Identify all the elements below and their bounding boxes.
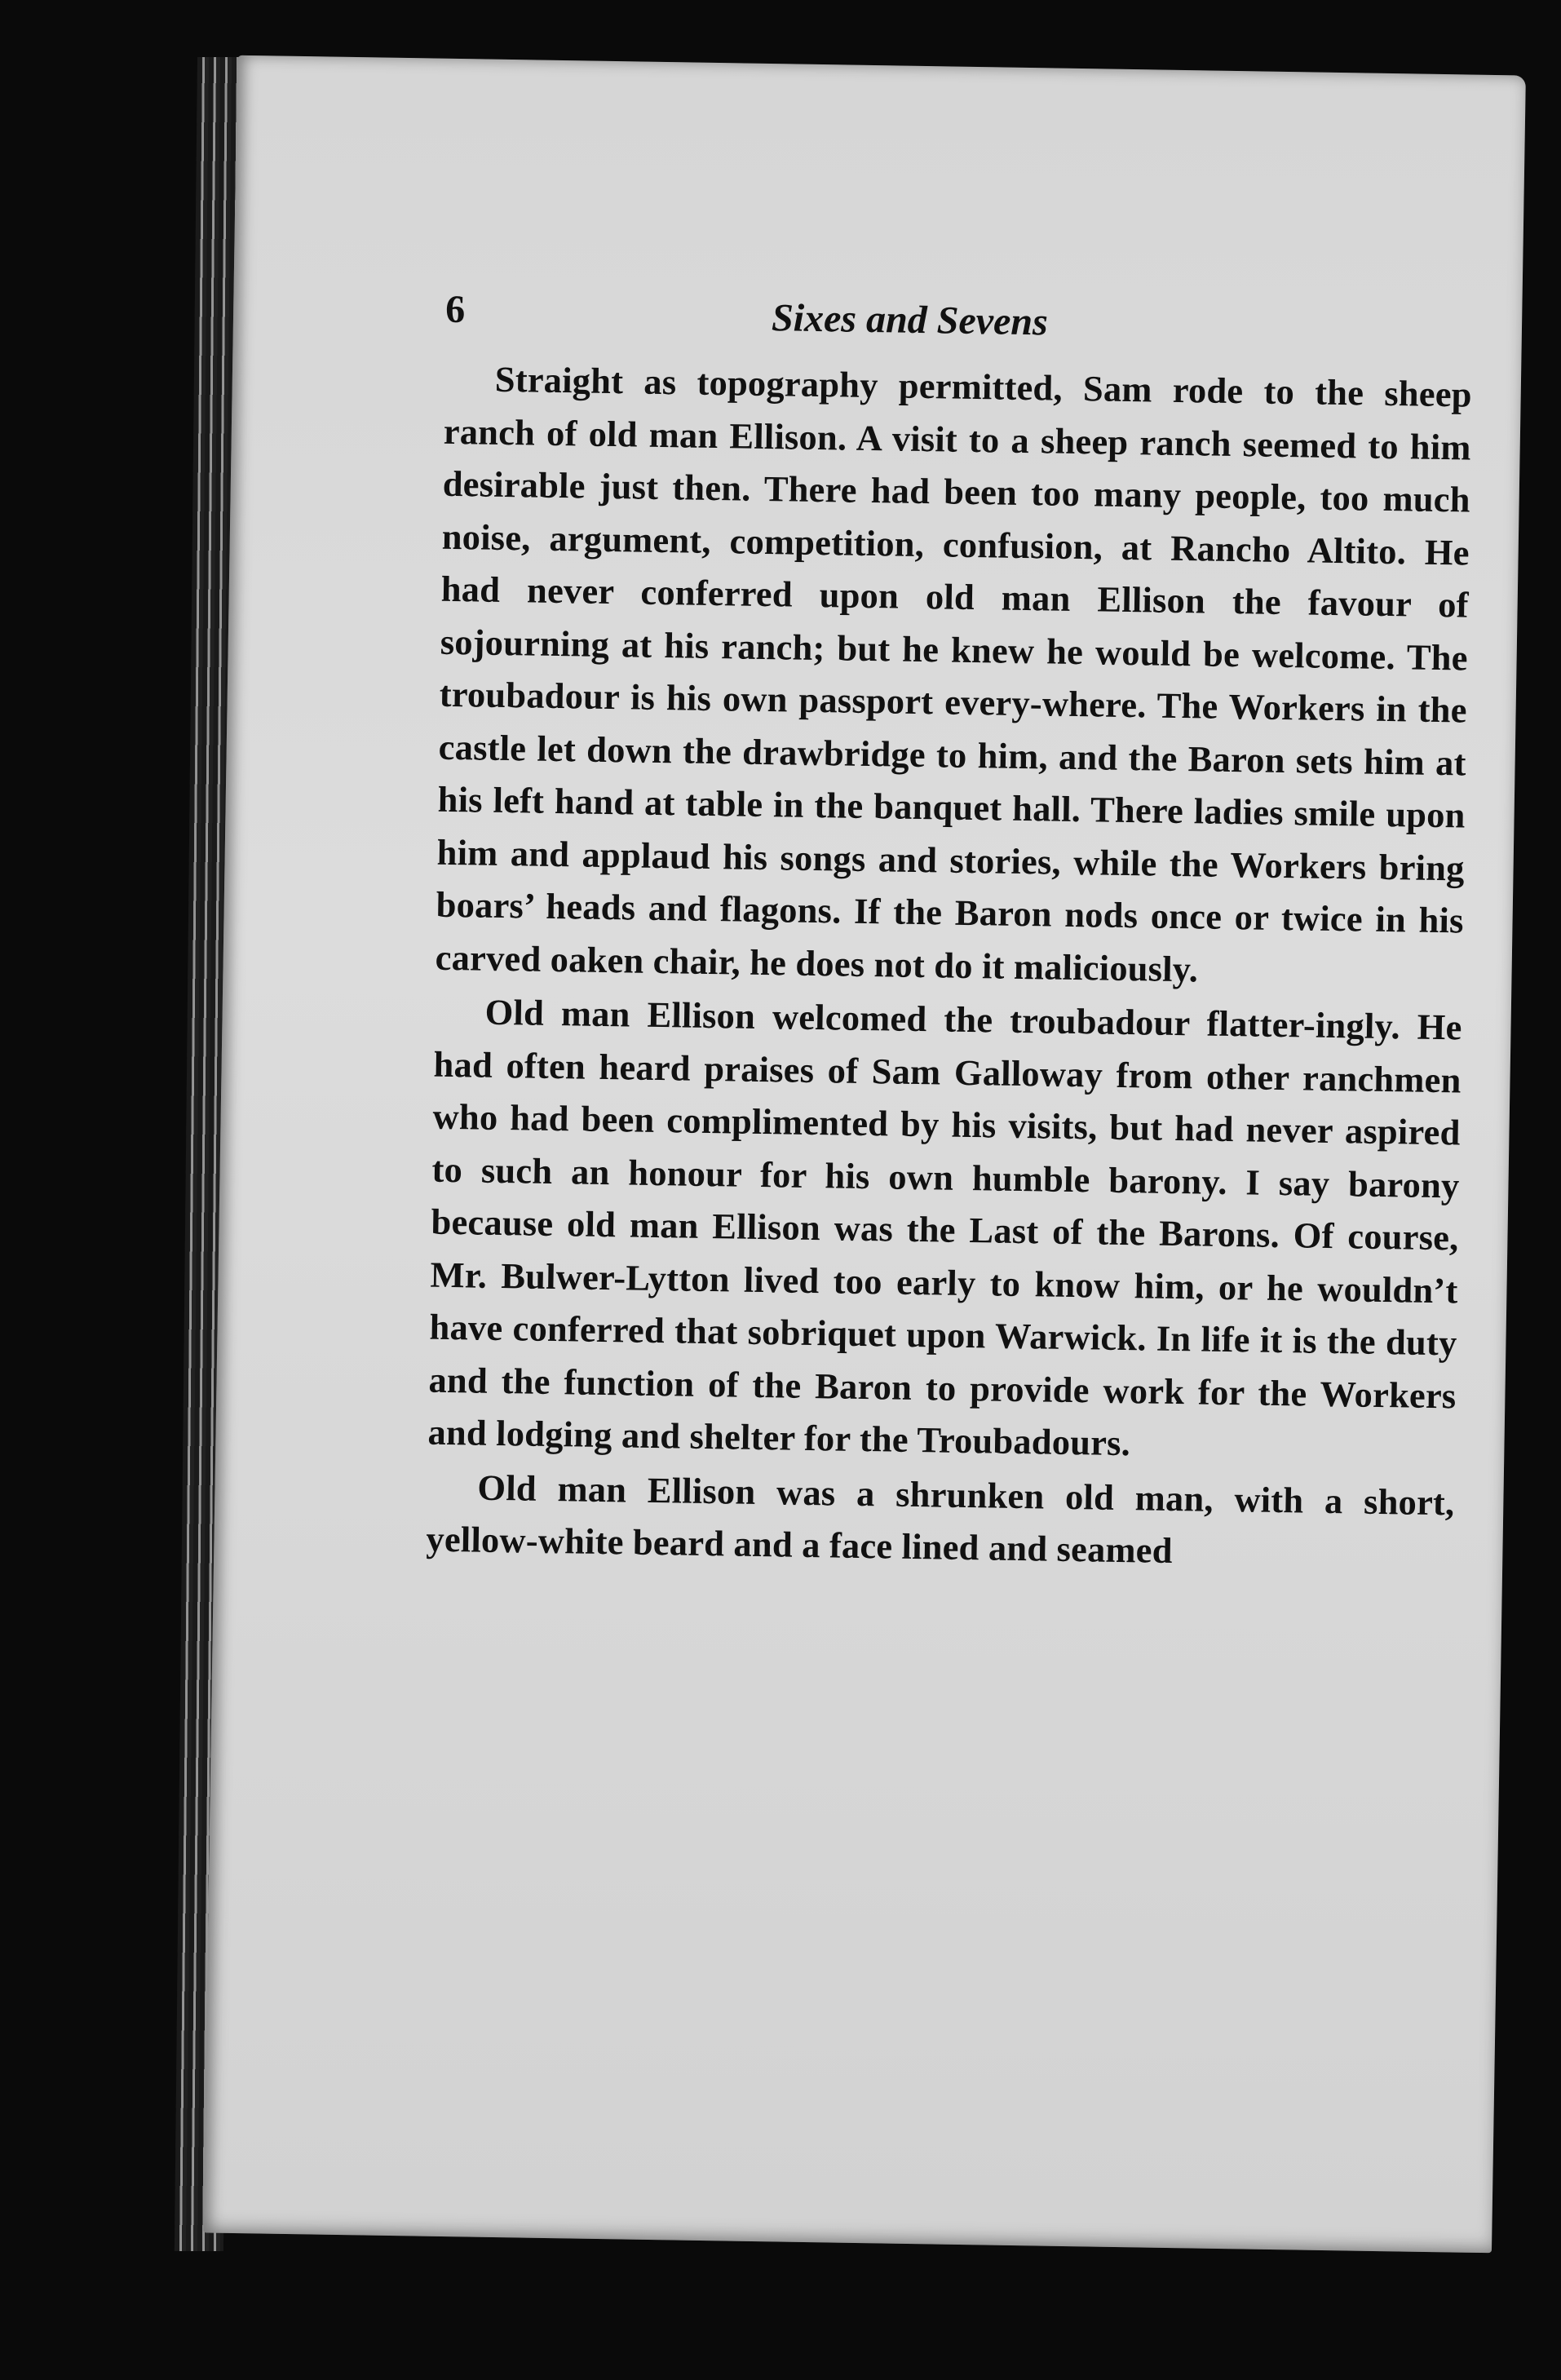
paragraph-3: Old man Ellison was a shrunken old man, with a short, yellow-white beard and a face lined and seamed [426, 1466, 1455, 1571]
page-text-block [426, 279, 1474, 1582]
paragraph-2: Old man Ellison welcomed the troubadour flatter-ingly. He had often heard praises of Sam Galloway from other ranchmen who had been complimented by his visits, but had never aspired to such an honour for his own humble barony. I say barony because old man Ellison was the Last of the Barons. Of course, Mr. Bulwer-Lytton lived too early to know him, or he wouldn’t have conferred that sobriquet upon Warwick. In life it is the duty and the function of the Baron to provide work for the Workers and lodging and shelter for the Troubadours. [427, 991, 1462, 1464]
paragraph-1: Straight as topography permitted, Sam rode to the sheep ranch of old man Ellison. A visit to a sheep ranch seemed to him desirable just then. There had been too many people, too much noise, argument, competition, confusion, at Rancho Altito. He had never conferred upon old man Ellison the favour of sojourning at his ranch; but he knew he would be welcome. The troubadour is his own passport every-where. The Workers in the castle let down the drawbridge to him, and the Baron sets him at his left hand at table in the banquet hall. There ladies smile upon him and applaud his songs and stories, while the Workers bring boars’ heads and flagons. If the Baron nods once or twice in his carved oaken chair, he does not do it maliciously. [435, 358, 1473, 989]
book-page [203, 55, 1526, 2253]
running-title: Sixes and Sevens [771, 296, 1049, 344]
page-number: 6 [444, 287, 466, 332]
